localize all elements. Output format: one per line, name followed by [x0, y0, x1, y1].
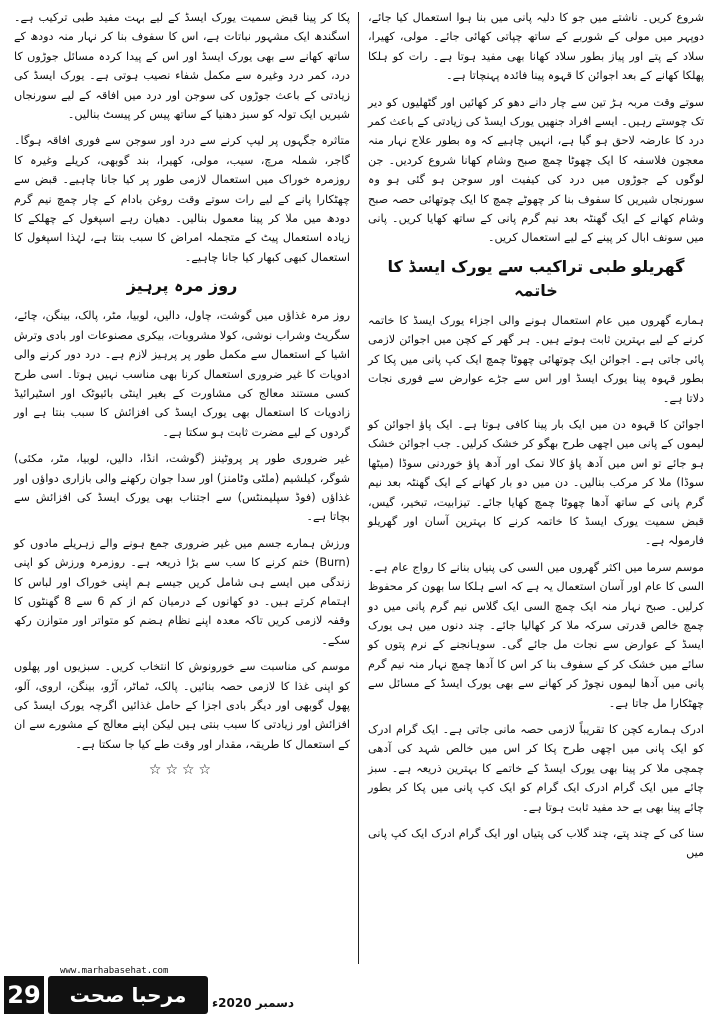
- paragraph: پکا کر پینا قبض سمیت یورک ایسڈ کے لیے بہت مفید طبی ترکیب ہے۔ اسگندھ ایک مشہور نباتات ہے، اس کا سفوف بنا کر نہار منہ دودھ کے ساتھ کھانے سے بھی یورک ایسڈ اور اس کے پیدا کردہ مسائل جوڑوں کا درد، کمر درد وغیرہ سے مکمل شفاء نصیب ہوتی ہے۔ یورک ایسڈ کی زیادتی کے باعث جوڑوں کی سوجن اور درد میں افاقہ کے لیے سورنجاں شیریں ایک تولہ کو سبز دھنیا کے ساتھ پیس کر پیسٹ بنالیں۔: [14, 11, 350, 122]
- section-heading: روز مرہ پرہیز: [126, 276, 238, 296]
- paragraph: سوتے وقت مربہ ہڑ تین سے چار دانے دھو کر کھائیں اور گٹھلیوں کو دیر تک چوستے رہیں۔ ایسے افراد جنھیں یورک ایسڈ کی زیادتی کے باعث کمر درد کا عارضہ لاحق ہو گیا ہے، انہیں چاہیے کہ وہ بطور علاج نہار منہ معجون فلاسفہ کا ایک چھوٹا چمچ صبح وشام کھانا شروع کردیں۔ جن لوگوں کے جوڑوں میں درد کی کیفیت اور سوجن ہو گئی ہو وہ سورنجاں شیریں کا سفوف بنا کر چھوٹے چمچ کا ایک چوتھائی حصہ صبح وشام کھانے کے ایک گھنٹہ بعد نیم گرم پانی کے ساتھ کھایا کریں۔ پانی میں سونف ابال کر پینے کے لیے استعمال کریں۔: [368, 95, 704, 245]
- section-heading: گھریلو طبی تراکیب سے یورک ایسڈ کا خاتمہ: [387, 256, 685, 300]
- paragraph: غیر ضروری طور پر پروٹینز (گوشت، انڈا، دالیں، لوبیا، مٹر، مکئی) شوگر، کیلشیم (ملٹی وٹامنز) اور سدا جوان رکھنے والی بازاری دواؤں اور غذاؤں (فوڈ سپلیمنٹس) سے اجتناب بھی یورک ایسڈ کی افزائش سے بچاتا ہے۔: [14, 452, 350, 524]
- paragraph: شروع کریں۔ ناشتے میں جو کا دلیہ پانی میں بنا ہوا استعمال کیا جائے، دوپہر میں مولی کے شوربے کے ساتھ چپاتی کھائی جائے۔ مولی، کھیرا، سلاد کے پتے اور پیاز بطور سلاد کھانا بھی مفید ہوتا ہے۔ رات کو ہلکا پھلکا کھانے کے بعد اجوائن کا قہوہ پینا فائدہ پہنچاتا ہے۔: [368, 11, 704, 83]
- column-divider: [358, 12, 359, 964]
- page-footer: [0, 966, 718, 1020]
- paragraph: سنا کی کے چند پتے، چند گلاب کی پتیاں اور ایک گرام ادرک ایک کپ پانی میں: [368, 827, 704, 860]
- page-number: 29: [4, 976, 44, 1014]
- issue-date: دسمبر 2020ء: [212, 996, 295, 1010]
- paragraph: ہمارے گھروں میں عام استعمال ہونے والی اجزاء یورک ایسڈ کا خاتمہ کرنے کے لیے بہترین ثابت ہوتے ہیں۔ ہر گھر کے کچن میں اجوائن لازمی پائی جاتی ہے۔ اجوائن ایک چوتھائی چھوٹا چمچ ایک کپ پانی میں پکا کر بطور قہوہ پینا یورک ایسڈ اور اس سے جڑے عوارض سے فوری نجات دلاتا ہے۔: [368, 313, 704, 405]
- paragraph: موسم کی مناسبت سے خورونوش کا انتخاب کریں۔ سبزیوں اور پھلوں کو اپنی غذا کا لازمی حصہ بنائیں۔ پالک، ٹماٹر، آڑو، بینگن، اروی، آلو، پھول گوبھی اور دیگر بادی اجزا کے حامل غذائیں اگرچہ یورک ایسڈ کی افزائش اور زیادتی کا سبب بنتی ہیں لیکن اپنے معالج کے مشورے سے ان کے استعمال کا طریقہ، مقدار اور وقت طے کیا جا سکتا ہے۔: [14, 660, 350, 751]
- paragraph: ورزش ہمارے جسم میں غیر ضروری جمع ہونے والے زہریلے مادوں کو (Burn) ختم کرنے کا سب سے بڑا ذریعہ ہے۔ روزمرہ ورزش کو اپنی زندگی میں ایسے ہی شامل کریں جیسے ہم اپنی خوراک اور لباس کا اہتمام کرتے ہیں۔ دو کھانوں کے درمیان کم از کم 6 سے 8 گھنٹوں کا وقفہ لازمی کریں تاکہ معدہ اپنے نظام ہضم کو متواتر اور متوازن رکھ سکے۔: [14, 536, 351, 647]
- paragraph: اجوائن کا قہوہ دن میں ایک بار پینا کافی ہوتا ہے۔ ایک پاؤ اجوائن کو لیموں کے پانی میں اچھی طرح بھگو کر خشک کرلیں۔ جب اجوائن خشک ہو جائے تو اس میں آدھ پاؤ کالا نمک اور آدھ پاؤ خوردنی سوڈا (میٹھا سوڈا) ملا کر مرکب بنالیں۔ دن میں دو بار کھانے کے ایک گھنٹہ بعد نیم گرم پانی کے ساتھ آدھا چھوٹا چمچ کھایا جائے۔ تیزابیت، تبخیر، گیس، قبض سمیت یورک ایسڈ کا خاتمہ کرنے کا بہترین آسان اور گھریلو فارمولہ ہے۔: [368, 417, 704, 548]
- magazine-logo: مرحبا صحت: [48, 976, 208, 1014]
- left-column: [14, 8, 350, 781]
- paragraph: ادرک ہمارے کچن کا تقریباً لازمی حصہ مانی جاتی ہے۔ ایک گرام ادرک کو ایک پانی میں اچھی طرح پکا کر اس میں خالص شہد کی آدھی چمچی ملا کر پینا بھی یورک ایسڈ کے خاتمے کا بہترین ذریعہ ہے۔ سبز چائے میں ایک گرام ادرک ایک گرام کو ایک کپ پانی میں پکا کر بطور چائے پینا بھی بے حد مفید ثابت ہوتا ہے۔: [368, 723, 704, 814]
- right-column: [368, 8, 704, 870]
- paragraph: موسم سرما میں اکثر گھروں میں السی کی پنیاں بنانے کا رواج عام ہے۔ السی کا عام اور آسان استعمال یہ ہے کہ اسے ہلکا سا بھون کر محفوظ کرلیں۔ صبح نہار منہ ایک چمچ السی ایک گلاس نیم گرم پانی میں دو چمچ خالص قدرتی سرکہ ملا کر کھالیا جائے۔ چند دنوں میں ہی یورک ایسڈ کے عوارض سے نجات مل جائے گی۔ سوہانجنے کے نرم پتوں کو سائے میں خشک کر کے سفوف بنا کر اس کا آدھا چمچ نہار منہ نیم گرم پانی میں آدھا لیموں نچوڑ کر کھانے سے بھی یورک ایسڈ کے مسائل سے چھٹکارا مل جاتا ہے۔: [368, 560, 704, 710]
- paragraph: روز مرہ غذاؤں میں گوشت، چاول، دالیں، لوبیا، مٹر، پالک، بینگن، چائے، سگریٹ وشراب نوشی، کولا مشروبات، بیکری مصنوعات اور بادی وترش اشیا کے استعمال سے مکمل طور پر پرہیز لازم ہے۔ درد دور کرنے والی ادویات کا غیر ضروری استعمال کرنا بھی مناسب نہیں ہوتا۔ اسی طرح کسی مستند معالج کی مشاورت کے بغیر اینٹی بائیوٹک اور اسٹیرائیڈ زادویات کا استعمال بھی یورک ایسڈ کی افزائش کا سبب بنتا ہے اور گردوں کے لیے مضرت ثابت ہو سکتا ہے۔: [14, 309, 350, 439]
- website-url: www.marhabasehat.com: [60, 966, 169, 976]
- end-mark-stars: ☆☆☆☆: [148, 762, 216, 779]
- paragraph: متاثرہ جگہوں پر لیپ کرنے سے درد اور سوجن سے فوری افاقہ ہوگا۔ گاجر، شملہ مرچ، سیب، مولی، کھیرا، بند گوبھی، کریلے وغیرہ کا روزمرہ خوراک میں استعمال لازمی طور پر کیا جانا چاہیے۔ قبض سے چھٹکارا پانے کے لیے رات سوتے وقت روغن بادام کے چار چمچ نیم گرم دودھ میں ملا کر پینا معمول بنالیں۔ دھیان رہے اسپغول کے چھلکے کا زیادہ استعمال پیٹ کے متجملہ امراض کا سبب بنتا ہے، لہٰذا اسپغول کا استعمال کبھی کبھار کیا جانا چاہیے۔: [14, 134, 350, 264]
